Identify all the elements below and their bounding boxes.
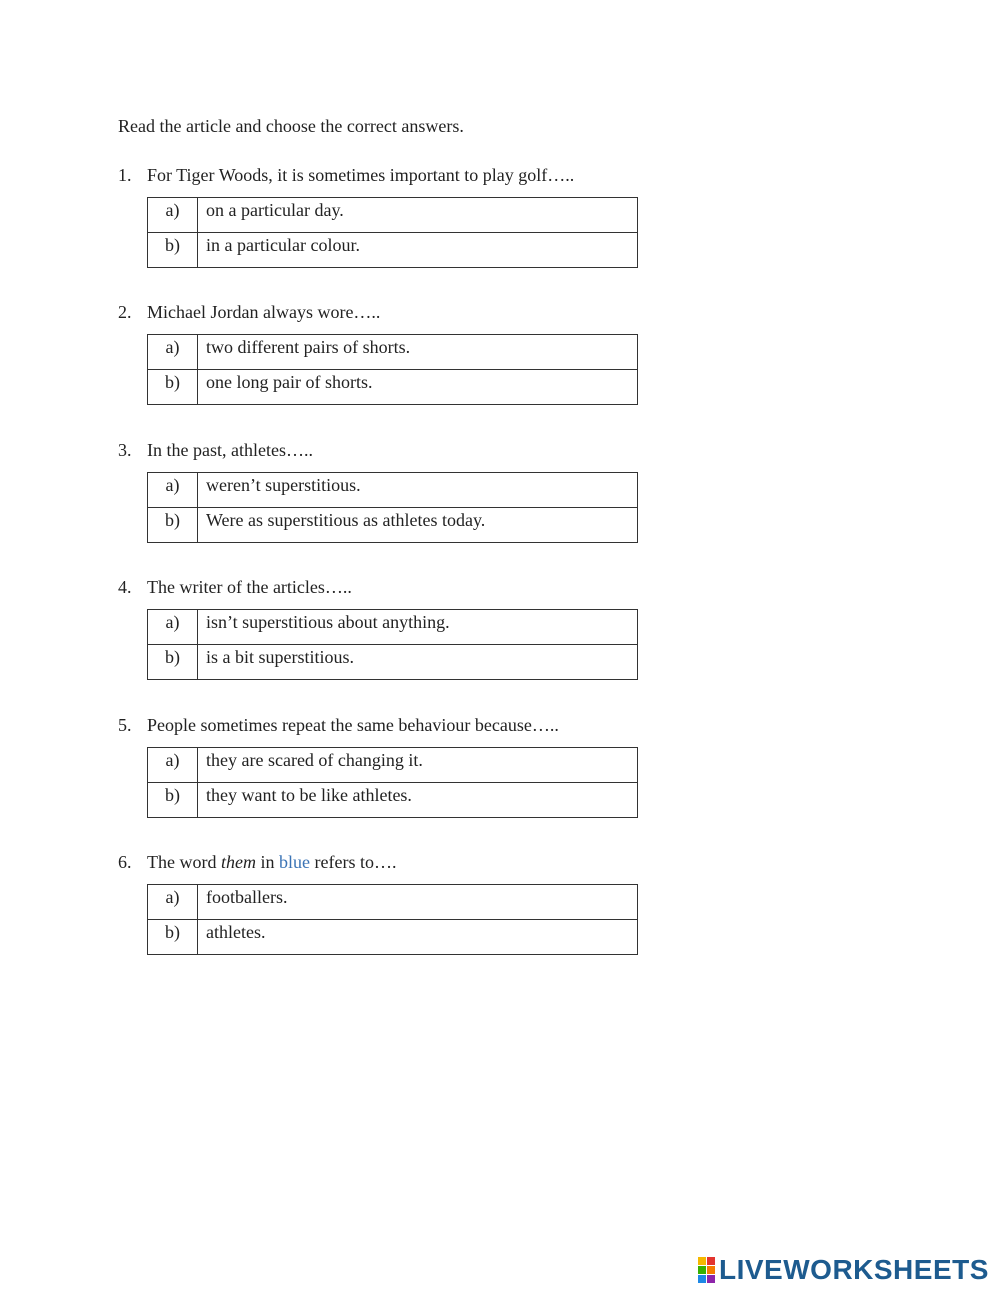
question-text: For Tiger Woods, it is sometimes important to play golf….. [147, 165, 575, 185]
option-text[interactable]: they are scared of changing it. [198, 748, 638, 783]
option-text[interactable]: athletes. [198, 920, 638, 955]
option-letter: a) [148, 198, 198, 233]
option-text[interactable]: on a particular day. [198, 198, 638, 233]
option-row-a[interactable] [148, 198, 638, 233]
question-text [147, 849, 396, 875]
options-table [147, 472, 638, 543]
question-number: 3. [118, 440, 132, 460]
option-letter: a) [148, 335, 198, 370]
option-row-b[interactable] [148, 508, 638, 543]
question-6 [118, 849, 658, 955]
option-text[interactable]: they want to be like athletes. [198, 783, 638, 818]
option-letter: a) [148, 748, 198, 783]
option-letter: a) [148, 610, 198, 645]
option-letter: a) [148, 473, 198, 508]
question-text: People sometimes repeat the same behaviour because….. [147, 715, 559, 735]
option-row-b[interactable] [148, 370, 638, 405]
question-4 [118, 574, 658, 680]
options-table [147, 334, 638, 405]
option-text[interactable]: footballers. [198, 885, 638, 920]
option-row-b[interactable] [148, 920, 638, 955]
italic-word: them [220, 852, 256, 872]
blue-word: blue [279, 852, 310, 872]
option-row-b[interactable] [148, 233, 638, 268]
option-text[interactable]: is a bit superstitious. [198, 645, 638, 680]
logo-blocks-icon [698, 1257, 715, 1283]
question-text: In the past, athletes….. [147, 440, 313, 460]
text-after: refers to…. [310, 852, 397, 872]
option-text[interactable]: one long pair of shorts. [198, 370, 638, 405]
option-letter: a) [148, 885, 198, 920]
option-letter: b) [148, 645, 198, 680]
question-3 [118, 437, 658, 543]
brand-name: LIVEWORKSHEETS [719, 1254, 989, 1285]
question-number: 1. [118, 165, 132, 185]
question-5 [118, 712, 658, 818]
option-row-a[interactable] [148, 610, 638, 645]
option-row-a[interactable] [148, 473, 638, 508]
options-table [147, 197, 638, 268]
question-1 [118, 162, 658, 268]
question-number: 2. [118, 302, 132, 322]
option-letter: b) [148, 783, 198, 818]
question-text: The writer of the articles….. [147, 577, 352, 597]
option-row-a[interactable] [148, 748, 638, 783]
text-middle: in [255, 852, 279, 872]
instruction-text: Read the article and choose the correct answers. [118, 116, 464, 136]
option-letter: b) [148, 508, 198, 543]
question-2 [118, 299, 658, 405]
option-row-b[interactable] [148, 645, 638, 680]
liveworksheets-logo [698, 1256, 989, 1284]
question-text: Michael Jordan always wore….. [147, 302, 381, 322]
option-letter: b) [148, 920, 198, 955]
options-table [147, 609, 638, 680]
question-number: 5. [118, 715, 132, 735]
question-number: 6. [118, 852, 132, 872]
option-text[interactable]: two different pairs of shorts. [198, 335, 638, 370]
option-letter: b) [148, 233, 198, 268]
option-text[interactable]: in a particular colour. [198, 233, 638, 268]
options-table [147, 884, 638, 955]
text-before: The word [147, 852, 221, 872]
option-row-a[interactable] [148, 885, 638, 920]
question-number: 4. [118, 577, 132, 597]
option-text[interactable]: weren’t superstitious. [198, 473, 638, 508]
option-row-a[interactable] [148, 335, 638, 370]
option-letter: b) [148, 370, 198, 405]
option-text[interactable]: Were as superstitious as athletes today. [198, 508, 638, 543]
options-table [147, 747, 638, 818]
option-text[interactable]: isn’t superstitious about anything. [198, 610, 638, 645]
option-row-b[interactable] [148, 783, 638, 818]
